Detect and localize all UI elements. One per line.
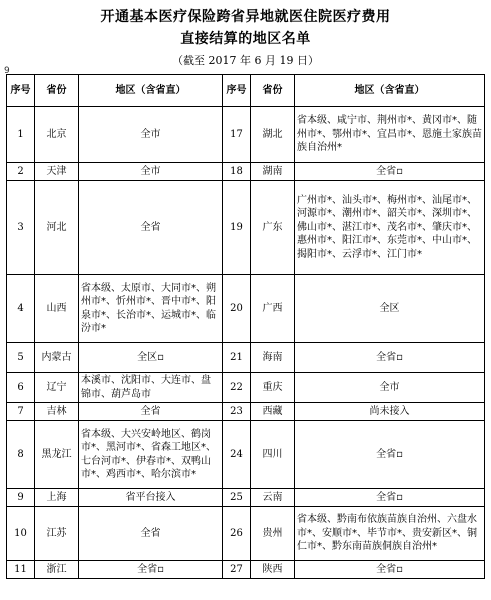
row-number-left: 1 <box>7 107 35 163</box>
row-number-left: 5 <box>7 343 35 373</box>
region-list-table <box>6 74 485 579</box>
province-left: 黑龙江 <box>35 421 79 489</box>
area-left: 全省 <box>79 403 223 421</box>
row-number-left: 9 <box>7 489 35 507</box>
area-left: 省本级、太原市、大同市*、朔州市*、忻州市*、晋中市*、阳泉市*、长治市*、运城市*、临汾市* <box>79 275 223 343</box>
area-left: 全省 <box>79 507 223 561</box>
province-left: 浙江 <box>35 561 79 579</box>
table-row <box>7 163 485 181</box>
province-left: 天津 <box>35 163 79 181</box>
table-row <box>7 343 485 373</box>
row-number-left: 7 <box>7 403 35 421</box>
header-province-left: 省份 <box>35 75 79 107</box>
table-row <box>7 107 485 163</box>
province-right: 湖北 <box>251 107 295 163</box>
row-number-left: 2 <box>7 163 35 181</box>
row-number-right: 23 <box>223 403 251 421</box>
province-left: 山西 <box>35 275 79 343</box>
table-body <box>7 107 485 579</box>
row-number-left: 8 <box>7 421 35 489</box>
table-row <box>7 403 485 421</box>
row-number-right: 19 <box>223 181 251 275</box>
area-right: 全省▫ <box>295 421 485 489</box>
province-right: 广西 <box>251 275 295 343</box>
row-number-right: 17 <box>223 107 251 163</box>
province-left: 吉林 <box>35 403 79 421</box>
row-number-left: 3 <box>7 181 35 275</box>
area-left: 全省 <box>79 181 223 275</box>
area-left: 本溪市、沈阳市、大连市、盘锦市、葫芦岛市 <box>79 373 223 403</box>
document-title-line-1: 开通基本医疗保险跨省异地就医住院医疗费用 <box>100 9 391 25</box>
area-right: 尚未接入 <box>295 403 485 421</box>
table-row <box>7 275 485 343</box>
document-title-line-2: 直接结算的地区名单 <box>180 31 311 47</box>
row-number-left: 10 <box>7 507 35 561</box>
area-left: 全市 <box>79 107 223 163</box>
province-left: 内蒙古 <box>35 343 79 373</box>
province-right: 陕西 <box>251 561 295 579</box>
area-left: 全市 <box>79 163 223 181</box>
table-header-row <box>7 75 485 107</box>
row-number-right: 21 <box>223 343 251 373</box>
province-left: 辽宁 <box>35 373 79 403</box>
row-number-right: 20 <box>223 275 251 343</box>
table-row <box>7 181 485 275</box>
area-left: 省本级、大兴安岭地区、鹤岗市*、黑河市*、省森工地区*、七台河市*、伊春市*、双鸭山市*、鸡西市*、哈尔滨市* <box>79 421 223 489</box>
area-right: 省本级、咸宁市、荆州市*、黄冈市*、随州市*、鄂州市*、宜昌市*、恩施土家族苗族自治州* <box>295 107 485 163</box>
area-right: 全区 <box>295 275 485 343</box>
province-left: 河北 <box>35 181 79 275</box>
row-number-right: 22 <box>223 373 251 403</box>
document-subtitle-date: （截至 2017 年 6 月 19 日） <box>172 54 319 67</box>
province-left: 江苏 <box>35 507 79 561</box>
province-left: 北京 <box>35 107 79 163</box>
table-row <box>7 421 485 489</box>
province-right: 广东 <box>251 181 295 275</box>
row-number-right: 25 <box>223 489 251 507</box>
area-left: 全省▫ <box>79 561 223 579</box>
row-number-right: 27 <box>223 561 251 579</box>
row-number-left: 11 <box>7 561 35 579</box>
row-number-right: 26 <box>223 507 251 561</box>
table-row <box>7 373 485 403</box>
province-right: 湖南 <box>251 163 295 181</box>
area-right: 省本级、黔南布依族苗族自治州、六盘水市*、安顺市*、毕节市*、贵安新区*、铜仁市*、黔东南苗族侗族自治州* <box>295 507 485 561</box>
area-right: 全市 <box>295 373 485 403</box>
area-left: 省平台接入 <box>79 489 223 507</box>
row-number-left: 6 <box>7 373 35 403</box>
area-right: 全省▫ <box>295 163 485 181</box>
province-right: 西藏 <box>251 403 295 421</box>
province-right: 贵州 <box>251 507 295 561</box>
area-left: 全区▫ <box>79 343 223 373</box>
area-right: 全省▫ <box>295 343 485 373</box>
header-no-left: 序号 <box>7 75 35 107</box>
province-right: 海南 <box>251 343 295 373</box>
row-number-right: 24 <box>223 421 251 489</box>
header-no-right: 序号 <box>223 75 251 107</box>
area-right: 全省▫ <box>295 561 485 579</box>
table-row <box>7 507 485 561</box>
province-right: 重庆 <box>251 373 295 403</box>
row-number-left: 4 <box>7 275 35 343</box>
table-row <box>7 489 485 507</box>
header-area-right: 地区（含省直） <box>295 75 485 107</box>
header-area-left: 地区（含省直） <box>79 75 223 107</box>
page-mark: 9 <box>4 66 10 76</box>
province-left: 上海 <box>35 489 79 507</box>
header-province-right: 省份 <box>251 75 295 107</box>
row-number-right: 18 <box>223 163 251 181</box>
province-right: 云南 <box>251 489 295 507</box>
area-right: 全省▫ <box>295 489 485 507</box>
table-row <box>7 561 485 579</box>
province-right: 四川 <box>251 421 295 489</box>
area-right: 广州市*、汕头市*、梅州市*、汕尾市*、河源市*、潮州市*、韶关市*、深圳市*、佛山市*、湛江市*、茂名市*、肇庆市*、惠州市*、阳江市*、东莞市*、中山市*、揭阳市*、云浮市*、江门市* <box>295 181 485 275</box>
